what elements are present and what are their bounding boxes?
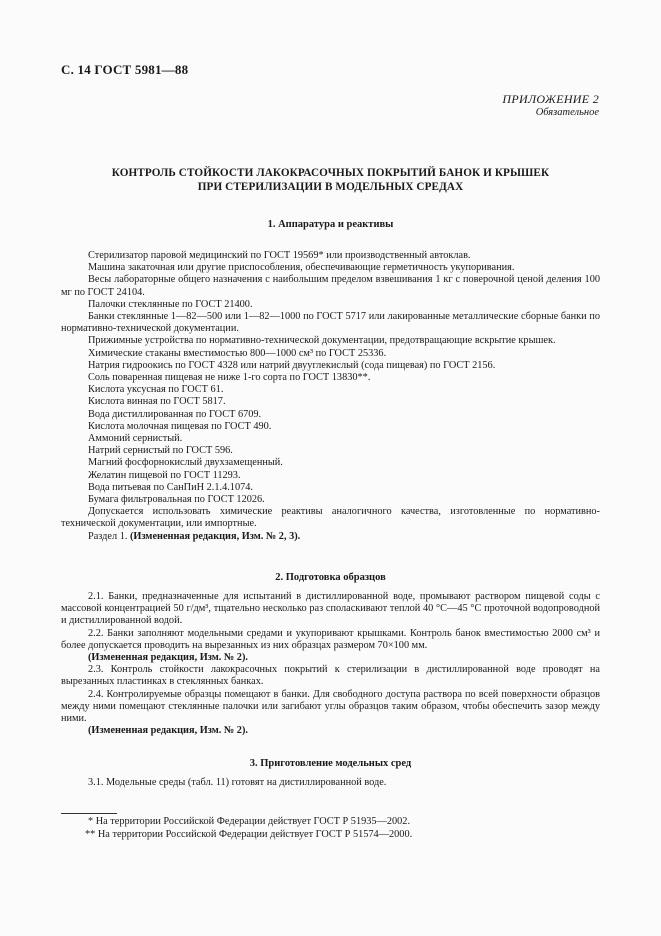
footnote-1: * На территории Российской Федерации действует ГОСТ Р 51935—2002. <box>88 816 411 827</box>
title-line-2: ПРИ СТЕРИЛИЗАЦИИ В МОДЕЛЬНЫХ СРЕДАХ <box>197 181 464 193</box>
paragraph: Химические стаканы вместимостью 800—1000 см³ по ГОСТ 25336. <box>88 347 387 359</box>
section-2-body <box>61 591 600 737</box>
paragraph-2-3: 2.3. Контроль стойкости лакокрасочных покрытий к стерилизации в дистиллированной воде проводят на вырезанных пластинках в стеклянных банках. <box>61 664 600 688</box>
appendix-label-block <box>502 93 599 119</box>
paragraph: Кислота молочная пищевая по ГОСТ 490. <box>88 420 272 432</box>
section-3-body <box>61 777 600 789</box>
paragraph-2-1: 2.1. Банки, предназначенные для испытаний в дистиллированной воде, промывают раствором пищевой соды с массовой концентрацией 50 г/дм³, тщательно несколько раз споласкивают теплой 40 °С—45 °С проточной водопроводной и дистиллированной водой. <box>61 591 600 627</box>
title-line-1: КОНТРОЛЬ СТОЙКОСТИ ЛАКОКРАСОЧНЫХ ПОКРЫТИЙ БАНОК И КРЫШЕК <box>111 167 550 179</box>
section-1-body <box>61 250 600 543</box>
paragraph: Прижимные устройства по нормативно-технической документации, предотвращающие вскрытие крышек. <box>88 335 556 347</box>
appendix-status: Обязательное <box>535 107 599 118</box>
amendment-text: (Измененная редакция, Изм. № 2, 3). <box>130 530 301 542</box>
paragraph: Весы лабораторные общего назначения с наибольшим пределом взвешивания 1 кг с поверочной ценой деления 100 мг по ГОСТ 24104. <box>61 274 600 298</box>
paragraph: Банки стеклянные 1—82—500 или 1—82—1000 по ГОСТ 5717 или лакированные металлические сборные банки по нормативно-технической документации. <box>61 311 600 335</box>
paragraph: Палочки стеклянные по ГОСТ 21400. <box>88 298 253 310</box>
paragraph: Машина закаточная или другие приспособления, обеспечивающие герметичность укупоривания. <box>88 262 515 274</box>
paragraph: Стерилизатор паровой медицинский по ГОСТ 19569* или производственный автоклав. <box>88 250 471 261</box>
amendment-prefix: Раздел 1. <box>88 530 130 542</box>
paragraph: Вода питьевая по СанПиН 2.1.4.1074. <box>88 481 253 493</box>
amendment-note-2-4: (Измененная редакция, Изм. № 2). <box>88 725 248 737</box>
footnotes <box>61 816 600 841</box>
section-1-heading: 1. Аппаратура и реактивы <box>267 219 394 230</box>
paragraph: Магний фосфорнокислый двухзамещенный. <box>88 457 283 469</box>
footnote-2: ** На территории Российской Федерации действует ГОСТ Р 51574—2000. <box>85 828 413 840</box>
paragraph-2-4: 2.4. Контролируемые образцы помещают в банки. Для свободного доступа раствора по всей поверхности образцов между ними помещают стеклянные палочки или загибают углы образцов таким образом, чтобы обеспечить зазор между ними. <box>61 688 600 725</box>
paragraph: Натрий сернистый по ГОСТ 596. <box>88 445 233 457</box>
paragraph: Кислота винная по ГОСТ 5817. <box>88 396 226 408</box>
paragraph: Бумага фильтровальная по ГОСТ 12026. <box>88 494 265 506</box>
paragraph: Соль поваренная пищевая не ниже 1-го сорта по ГОСТ 13830**. <box>88 372 371 384</box>
document-title <box>61 166 600 194</box>
paragraph: Вода дистиллированная по ГОСТ 6709. <box>88 408 262 420</box>
paragraph: Желатин пищевой по ГОСТ 11293. <box>88 469 241 481</box>
section-3-heading: 3. Приготовление модельных сред <box>249 758 412 769</box>
paragraph-3-1: 3.1. Модельные среды (табл. 11) готовят на дистиллированной воде. <box>88 777 387 788</box>
appendix-label: ПРИЛОЖЕНИЕ 2 <box>502 92 599 106</box>
amendment-note-2-2: (Измененная редакция, Изм. № 2). <box>88 652 248 664</box>
paragraph: Натрия гидроокись по ГОСТ 4328 или натрий двууглекислый (сода пищевая) по ГОСТ 2156. <box>88 359 496 371</box>
section-1-amendment-note <box>61 531 600 543</box>
paragraph: Кислота уксусная по ГОСТ 61. <box>88 384 224 396</box>
paragraph-2-2: 2.2. Банки заполняют модельными средами и укупоривают крышками. Контроль банок вместимостью 2000 см³ и более допускается проводить на вырезанных из них образцах размером 70×100 мм. <box>61 627 600 651</box>
page-header: С. 14 ГОСТ 5981—88 <box>61 62 189 77</box>
footnote-divider <box>61 813 117 814</box>
paragraph: Аммоний сернистый. <box>88 433 183 445</box>
paragraph: Допускается использовать химические реактивы аналогичного качества, изготовленные по нормативно-технической документации, или импортные. <box>61 506 600 530</box>
section-2-heading: 2. Подготовка образцов <box>275 572 386 583</box>
